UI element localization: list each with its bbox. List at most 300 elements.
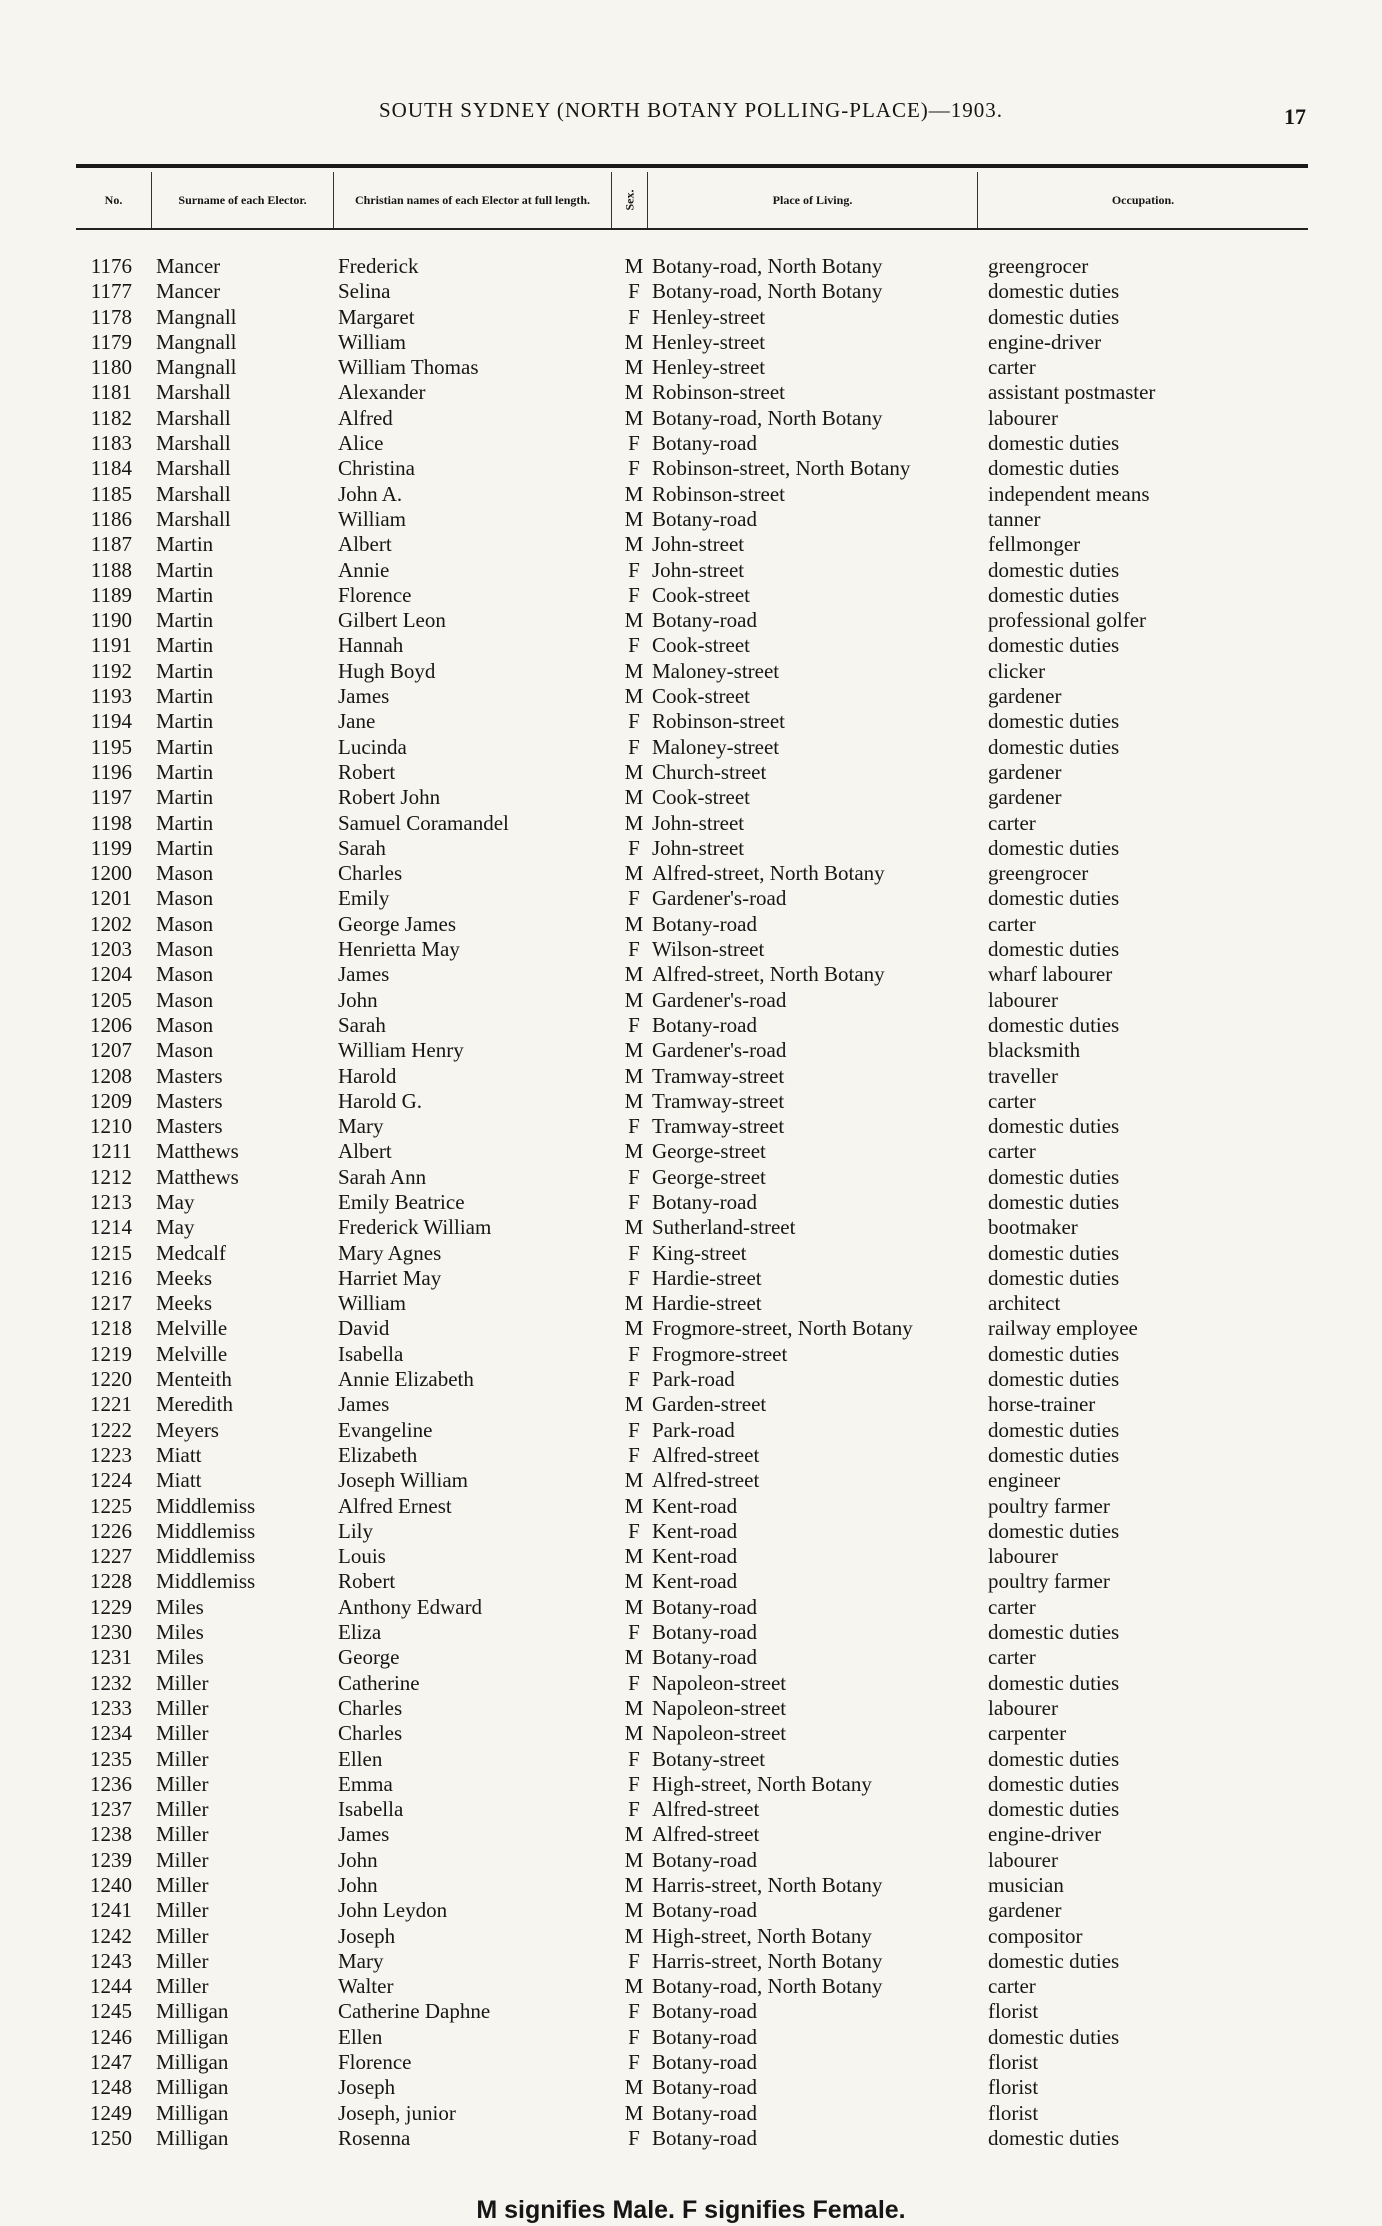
elector-christian-names: George: [338, 1645, 400, 1670]
elector-surname: Masters: [156, 1114, 223, 1139]
elector-number: 1248: [90, 2075, 132, 2100]
elector-row: [0, 2126, 1382, 2151]
header-rule-bottom: [76, 228, 1308, 230]
elector-sex: M: [624, 2100, 644, 2125]
elector-surname: Miles: [156, 1620, 204, 1645]
elector-row: [0, 811, 1382, 836]
elector-place-of-living: Cook-street: [652, 684, 750, 709]
elector-surname: Martin: [156, 810, 214, 835]
elector-number: 1198: [90, 810, 132, 835]
elector-surname: Miller: [156, 1923, 209, 1948]
elector-surname: Martin: [156, 608, 214, 633]
elector-occupation: domestic duties: [988, 734, 1120, 759]
elector-number: 1226: [90, 1518, 132, 1543]
elector-number: 1196: [90, 759, 132, 784]
elector-occupation: domestic duties: [988, 1012, 1120, 1037]
elector-place-of-living: Gardener's-road: [652, 987, 787, 1012]
elector-christian-names: Annie: [338, 557, 390, 582]
elector-christian-names: Albert: [338, 532, 392, 557]
elector-sex: M: [624, 658, 644, 683]
elector-surname: Miles: [156, 1594, 204, 1619]
elector-number: 1245: [90, 1999, 132, 2024]
elector-surname: Mancer: [156, 254, 221, 278]
elector-surname: Miatt: [156, 1468, 202, 1493]
elector-occupation: labourer: [988, 405, 1058, 430]
elector-number: 1189: [90, 582, 132, 607]
elector-number: 1218: [90, 1316, 132, 1341]
elector-christian-names: Alfred: [338, 405, 393, 430]
elector-row: [0, 1747, 1382, 1772]
page-title: SOUTH SYDNEY (NORTH BOTANY POLLING-PLACE)—1903.: [378, 98, 1004, 122]
elector-sex: F: [628, 937, 640, 962]
elector-occupation: carter: [988, 1974, 1036, 1999]
elector-occupation: domestic duties: [988, 1620, 1120, 1645]
elector-number: 1216: [90, 1265, 132, 1290]
elector-place-of-living: Napoleon-street: [652, 1695, 787, 1720]
elector-number: 1212: [90, 1164, 132, 1189]
elector-place-of-living: Sutherland-street: [652, 1215, 796, 1240]
elector-christian-names: Robert John: [338, 785, 441, 810]
elector-christian-names: Margaret: [338, 304, 415, 329]
elector-sex: F: [628, 1442, 640, 1467]
elector-place-of-living: Frogmore-street, North Botany: [652, 1316, 913, 1341]
column-header-occupation-label: Occupation.: [1111, 193, 1175, 207]
elector-row: [0, 279, 1382, 304]
elector-place-of-living: Henley-street: [652, 355, 766, 380]
elector-sex: M: [624, 1291, 644, 1316]
elector-christian-names: Joseph: [338, 1923, 396, 1948]
elector-sex: M: [624, 684, 644, 709]
elector-place-of-living: Kent-road: [652, 1493, 738, 1518]
elector-occupation: carter: [988, 1139, 1036, 1164]
elector-row: [0, 1316, 1382, 1341]
elector-place-of-living: Park-road: [652, 1417, 735, 1442]
elector-row: [0, 962, 1382, 987]
elector-christian-names: Frederick William: [338, 1215, 492, 1240]
elector-number: 1178: [90, 304, 132, 329]
elector-row: [0, 1721, 1382, 1746]
elector-place-of-living: Botany-road: [652, 2100, 757, 2125]
elector-place-of-living: Botany-road: [652, 1189, 757, 1214]
elector-christian-names: Albert: [338, 1139, 392, 1164]
elector-sex: M: [624, 1493, 644, 1518]
elector-place-of-living: Botany-road, North Botany: [652, 279, 883, 304]
elector-sex: M: [624, 1645, 644, 1670]
elector-christian-names: John Leydon: [338, 1898, 448, 1923]
elector-sex: M: [624, 1468, 644, 1493]
elector-sex: M: [624, 2075, 644, 2100]
elector-number: 1200: [90, 861, 132, 886]
elector-row: [0, 1013, 1382, 1038]
elector-sex: M: [624, 1873, 644, 1897]
elector-christian-names: Florence: [338, 582, 412, 607]
elector-occupation: labourer: [988, 1695, 1058, 1720]
elector-sex: F: [628, 1367, 640, 1392]
elector-row: [0, 254, 1382, 279]
elector-christian-names: Annie Elizabeth: [338, 1367, 474, 1392]
elector-row: [0, 1949, 1382, 1974]
elector-sex: F: [628, 1012, 640, 1037]
elector-surname: Marshall: [156, 506, 231, 531]
elector-number: 1197: [90, 785, 132, 810]
elector-occupation: gardener: [988, 684, 1062, 709]
elector-occupation: compositor: [988, 1923, 1083, 1948]
elector-sex: M: [624, 1544, 644, 1569]
elector-row: [0, 456, 1382, 481]
elector-occupation: domestic duties: [988, 1367, 1120, 1392]
elector-place-of-living: Hardie-street: [652, 1265, 762, 1290]
elector-occupation: domestic duties: [988, 1771, 1120, 1796]
elector-row: [0, 1772, 1382, 1797]
elector-number: 1242: [90, 1923, 132, 1948]
elector-christian-names: William Thomas: [338, 355, 479, 380]
elector-row: [0, 1822, 1382, 1847]
elector-row: [0, 1443, 1382, 1468]
elector-occupation: domestic duties: [988, 709, 1120, 734]
elector-christian-names: Florence: [338, 2050, 412, 2075]
elector-place-of-living: Botany-road, North Botany: [652, 1974, 883, 1999]
elector-place-of-living: Botany-road, North Botany: [652, 405, 883, 430]
elector-number: 1247: [90, 2050, 132, 2075]
elector-christian-names: Mary: [338, 1114, 384, 1139]
elector-row: [0, 482, 1382, 507]
elector-row: [0, 532, 1382, 557]
elector-place-of-living: Botany-road: [652, 2024, 757, 2049]
elector-surname: Miller: [156, 1898, 209, 1923]
elector-number: 1185: [90, 481, 132, 506]
elector-occupation: assistant postmaster: [988, 380, 1156, 405]
elector-surname: Mason: [156, 1038, 214, 1063]
elector-number: 1234: [90, 1721, 132, 1746]
elector-row: [0, 2025, 1382, 2050]
elector-sex: M: [624, 1695, 644, 1720]
elector-sex: F: [628, 1620, 640, 1645]
elector-sex: M: [624, 962, 644, 987]
elector-row: [0, 1241, 1382, 1266]
header-rule-top: [76, 164, 1308, 168]
elector-surname: Miller: [156, 1695, 209, 1720]
elector-occupation: bootmaker: [988, 1215, 1078, 1240]
elector-surname: Melville: [156, 1316, 228, 1341]
elector-christian-names: Jane: [338, 709, 376, 734]
elector-occupation: horse-trainer: [988, 1392, 1096, 1417]
elector-sex: F: [628, 456, 640, 481]
elector-christian-names: Joseph: [338, 2075, 396, 2100]
elector-christian-names: John A.: [338, 481, 403, 506]
elector-number: 1221: [90, 1392, 132, 1417]
elector-occupation: poultry farmer: [988, 1569, 1110, 1594]
elector-place-of-living: Gardener's-road: [652, 1038, 787, 1063]
column-header-no: [76, 172, 152, 228]
elector-number: 1213: [90, 1189, 132, 1214]
elector-place-of-living: Cook-street: [652, 633, 750, 658]
elector-row: [0, 1291, 1382, 1316]
elector-number: 1246: [90, 2024, 132, 2049]
elector-christian-names: Mary Agnes: [338, 1240, 442, 1265]
elector-occupation: domestic duties: [988, 1240, 1120, 1265]
elector-surname: Miller: [156, 1847, 209, 1872]
elector-number: 1186: [90, 506, 132, 531]
elector-sex: M: [624, 355, 644, 380]
elector-occupation: florist: [988, 2050, 1039, 2075]
elector-surname: Milligan: [156, 2050, 229, 2075]
elector-place-of-living: Frogmore-street: [652, 1341, 788, 1366]
elector-sex: M: [624, 1923, 644, 1948]
elector-place-of-living: Alfred-street, North Botany: [652, 962, 885, 987]
elector-sex: F: [628, 1518, 640, 1543]
column-header-occupation: [978, 172, 1308, 228]
elector-surname: Martin: [156, 582, 214, 607]
elector-occupation: domestic duties: [988, 456, 1120, 481]
elector-christian-names: Charles: [338, 1695, 403, 1720]
elector-occupation: domestic duties: [988, 633, 1120, 658]
elector-surname: Milligan: [156, 1999, 229, 2024]
elector-christian-names: Hannah: [338, 633, 404, 658]
elector-row: [0, 1266, 1382, 1291]
elector-number: 1243: [90, 1948, 132, 1973]
elector-surname: Mason: [156, 962, 214, 987]
elector-number: 1201: [90, 886, 132, 911]
elector-row: [0, 709, 1382, 734]
elector-christian-names: Mary: [338, 1948, 384, 1973]
elector-christian-names: John: [338, 1873, 378, 1897]
elector-christian-names: Emily Beatrice: [338, 1189, 465, 1214]
elector-place-of-living: High-street, North Botany: [652, 1771, 872, 1796]
elector-occupation: domestic duties: [988, 1746, 1120, 1771]
elector-surname: Mangnall: [156, 355, 237, 380]
elector-row: [0, 1089, 1382, 1114]
elector-surname: Miles: [156, 1645, 204, 1670]
elector-row: [0, 1418, 1382, 1443]
elector-place-of-living: Alfred-street: [652, 1822, 760, 1847]
elector-row: [0, 608, 1382, 633]
elector-surname: Martin: [156, 532, 214, 557]
elector-surname: Mason: [156, 911, 214, 936]
elector-sex: M: [624, 1215, 644, 1240]
elector-number: 1210: [90, 1114, 132, 1139]
elector-row: [0, 1696, 1382, 1721]
elector-sex: M: [624, 810, 644, 835]
elector-place-of-living: Alfred-street, North Botany: [652, 861, 885, 886]
elector-occupation: labourer: [988, 987, 1058, 1012]
elector-row: [0, 1342, 1382, 1367]
elector-surname: Miller: [156, 1746, 209, 1771]
elector-row: [0, 1848, 1382, 1873]
elector-surname: Martin: [156, 709, 214, 734]
elector-number: 1194: [90, 709, 132, 734]
elector-surname: Martin: [156, 835, 214, 860]
elector-christian-names: John: [338, 987, 378, 1012]
elector-place-of-living: Napoleon-street: [652, 1721, 787, 1746]
elector-surname: Milligan: [156, 2075, 229, 2100]
elector-surname: Masters: [156, 1063, 223, 1088]
elector-occupation: domestic duties: [988, 835, 1120, 860]
elector-christian-names: Charles: [338, 1721, 403, 1746]
elector-occupation: domestic duties: [988, 304, 1120, 329]
elector-number: 1180: [90, 355, 132, 380]
column-header-place-label: Place of Living.: [772, 193, 853, 207]
elector-occupation: labourer: [988, 1847, 1058, 1872]
elector-place-of-living: George-street: [652, 1139, 766, 1164]
elector-sex: F: [628, 431, 640, 456]
elector-row: [0, 406, 1382, 431]
elector-row: [0, 558, 1382, 583]
elector-place-of-living: Henley-street: [652, 329, 766, 354]
elector-number: 1206: [90, 1012, 132, 1037]
elector-row: [0, 1671, 1382, 1696]
elector-place-of-living: Maloney-street: [652, 734, 780, 759]
elector-surname: Marshall: [156, 380, 231, 405]
elector-surname: Miller: [156, 1670, 209, 1695]
elector-row: [0, 2101, 1382, 2126]
elector-christian-names: Emily: [338, 886, 390, 911]
elector-place-of-living: Alfred-street: [652, 1442, 760, 1467]
elector-occupation: domestic duties: [988, 1670, 1120, 1695]
elector-christian-names: William: [338, 329, 406, 354]
elector-christian-names: Alfred Ernest: [338, 1493, 452, 1518]
elector-row: [0, 886, 1382, 911]
elector-surname: Miller: [156, 1721, 209, 1746]
elector-place-of-living: Botany-road: [652, 2075, 757, 2100]
elector-sex: M: [624, 608, 644, 633]
elector-number: 1250: [90, 2125, 132, 2150]
elector-row: [0, 1595, 1382, 1620]
elector-occupation: florist: [988, 2100, 1039, 2125]
elector-surname: Marshall: [156, 456, 231, 481]
elector-place-of-living: George-street: [652, 1164, 766, 1189]
sex-legend: M signifies Male. F signifies Female.: [476, 2196, 906, 2224]
elector-christian-names: Alice: [338, 431, 384, 456]
elector-occupation: domestic duties: [988, 557, 1120, 582]
elector-sex: F: [628, 1114, 640, 1139]
elector-number: 1195: [90, 734, 132, 759]
elector-christian-names: Hugh Boyd: [338, 658, 436, 683]
elector-number: 1224: [90, 1468, 132, 1493]
elector-occupation: carter: [988, 1594, 1036, 1619]
elector-surname: Meredith: [156, 1392, 233, 1417]
elector-surname: Marshall: [156, 405, 231, 430]
elector-place-of-living: Robinson-street, North Botany: [652, 456, 911, 481]
elector-number: 1204: [90, 962, 132, 987]
elector-number: 1181: [90, 380, 132, 405]
elector-surname: Meyers: [156, 1417, 219, 1442]
elector-surname: Martin: [156, 658, 214, 683]
elector-christian-names: Anthony Edward: [338, 1594, 483, 1619]
elector-place-of-living: Tramway-street: [652, 1114, 785, 1139]
elector-occupation: domestic duties: [988, 1265, 1120, 1290]
elector-row: [0, 1367, 1382, 1392]
elector-occupation: independent means: [988, 481, 1150, 506]
elector-number: 1192: [90, 658, 132, 683]
elector-surname: Middlemiss: [156, 1493, 256, 1518]
elector-occupation: domestic duties: [988, 1417, 1120, 1442]
elector-sex: F: [628, 1797, 640, 1822]
elector-place-of-living: Botany-road: [652, 1847, 757, 1872]
elector-christian-names: Sarah: [338, 1012, 386, 1037]
column-header-sex: [612, 172, 648, 228]
elector-row: [0, 1645, 1382, 1670]
elector-occupation: domestic duties: [988, 937, 1120, 962]
elector-row: [0, 1038, 1382, 1063]
elector-occupation: domestic duties: [988, 2024, 1120, 2049]
elector-surname: Mason: [156, 861, 214, 886]
elector-sex: F: [628, 2125, 640, 2150]
elector-number: 1184: [90, 456, 132, 481]
elector-row: [0, 2050, 1382, 2075]
elector-christian-names: Rosenna: [338, 2125, 411, 2150]
elector-row: [0, 1165, 1382, 1190]
elector-surname: Martin: [156, 759, 214, 784]
elector-sex: F: [628, 2024, 640, 2049]
elector-occupation: greengrocer: [988, 254, 1089, 278]
elector-surname: Matthews: [156, 1164, 239, 1189]
elector-row: [0, 1620, 1382, 1645]
elector-occupation: gardener: [988, 759, 1062, 784]
elector-christian-names: Samuel Coramandel: [338, 810, 509, 835]
elector-occupation: domestic duties: [988, 1948, 1120, 1973]
elector-row: [0, 1519, 1382, 1544]
elector-surname: Milligan: [156, 2125, 229, 2150]
elector-surname: Martin: [156, 785, 214, 810]
elector-place-of-living: Kent-road: [652, 1569, 738, 1594]
elector-christian-names: Selina: [338, 279, 391, 304]
elector-place-of-living: Tramway-street: [652, 1063, 785, 1088]
elector-row: [0, 2075, 1382, 2100]
elector-surname: Melville: [156, 1341, 228, 1366]
elector-christian-names: Catherine: [338, 1670, 420, 1695]
elector-christian-names: Gilbert Leon: [338, 608, 446, 633]
elector-place-of-living: Alfred-street: [652, 1797, 760, 1822]
elector-row: [0, 1999, 1382, 2024]
elector-row: [0, 1544, 1382, 1569]
elector-surname: Mason: [156, 1012, 214, 1037]
elector-sex: F: [628, 1189, 640, 1214]
elector-sex: F: [628, 1670, 640, 1695]
elector-sex: F: [628, 886, 640, 911]
elector-surname: Martin: [156, 684, 214, 709]
elector-occupation: domestic duties: [988, 1518, 1120, 1543]
elector-sex: F: [628, 633, 640, 658]
elector-place-of-living: Cook-street: [652, 582, 750, 607]
elector-occupation: florist: [988, 1999, 1039, 2024]
elector-occupation: musician: [988, 1873, 1064, 1897]
elector-occupation: domestic duties: [988, 279, 1120, 304]
elector-number: 1177: [90, 279, 132, 304]
elector-number: 1203: [90, 937, 132, 962]
elector-number: 1227: [90, 1544, 132, 1569]
elector-number: 1241: [90, 1898, 132, 1923]
elector-place-of-living: Harris-street, North Botany: [652, 1948, 883, 1973]
elector-christian-names: James: [338, 962, 390, 987]
elector-row: [0, 507, 1382, 532]
elector-number: 1236: [90, 1771, 132, 1796]
elector-christian-names: Lucinda: [338, 734, 407, 759]
elector-sex: F: [628, 709, 640, 734]
elector-place-of-living: Botany-road: [652, 911, 757, 936]
elector-occupation: poultry farmer: [988, 1493, 1110, 1518]
elector-occupation: professional golfer: [988, 608, 1147, 633]
elector-number: 1191: [90, 633, 132, 658]
elector-number: 1199: [90, 835, 132, 860]
elector-place-of-living: Botany-road: [652, 431, 757, 456]
elector-surname: Miller: [156, 1948, 209, 1973]
elector-place-of-living: Robinson-street: [652, 481, 785, 506]
elector-place-of-living: Botany-road: [652, 1999, 757, 2024]
elector-place-of-living: Kent-road: [652, 1518, 738, 1543]
elector-place-of-living: Alfred-street: [652, 1468, 760, 1493]
elector-sex: M: [624, 911, 644, 936]
elector-christian-names: Emma: [338, 1771, 393, 1796]
